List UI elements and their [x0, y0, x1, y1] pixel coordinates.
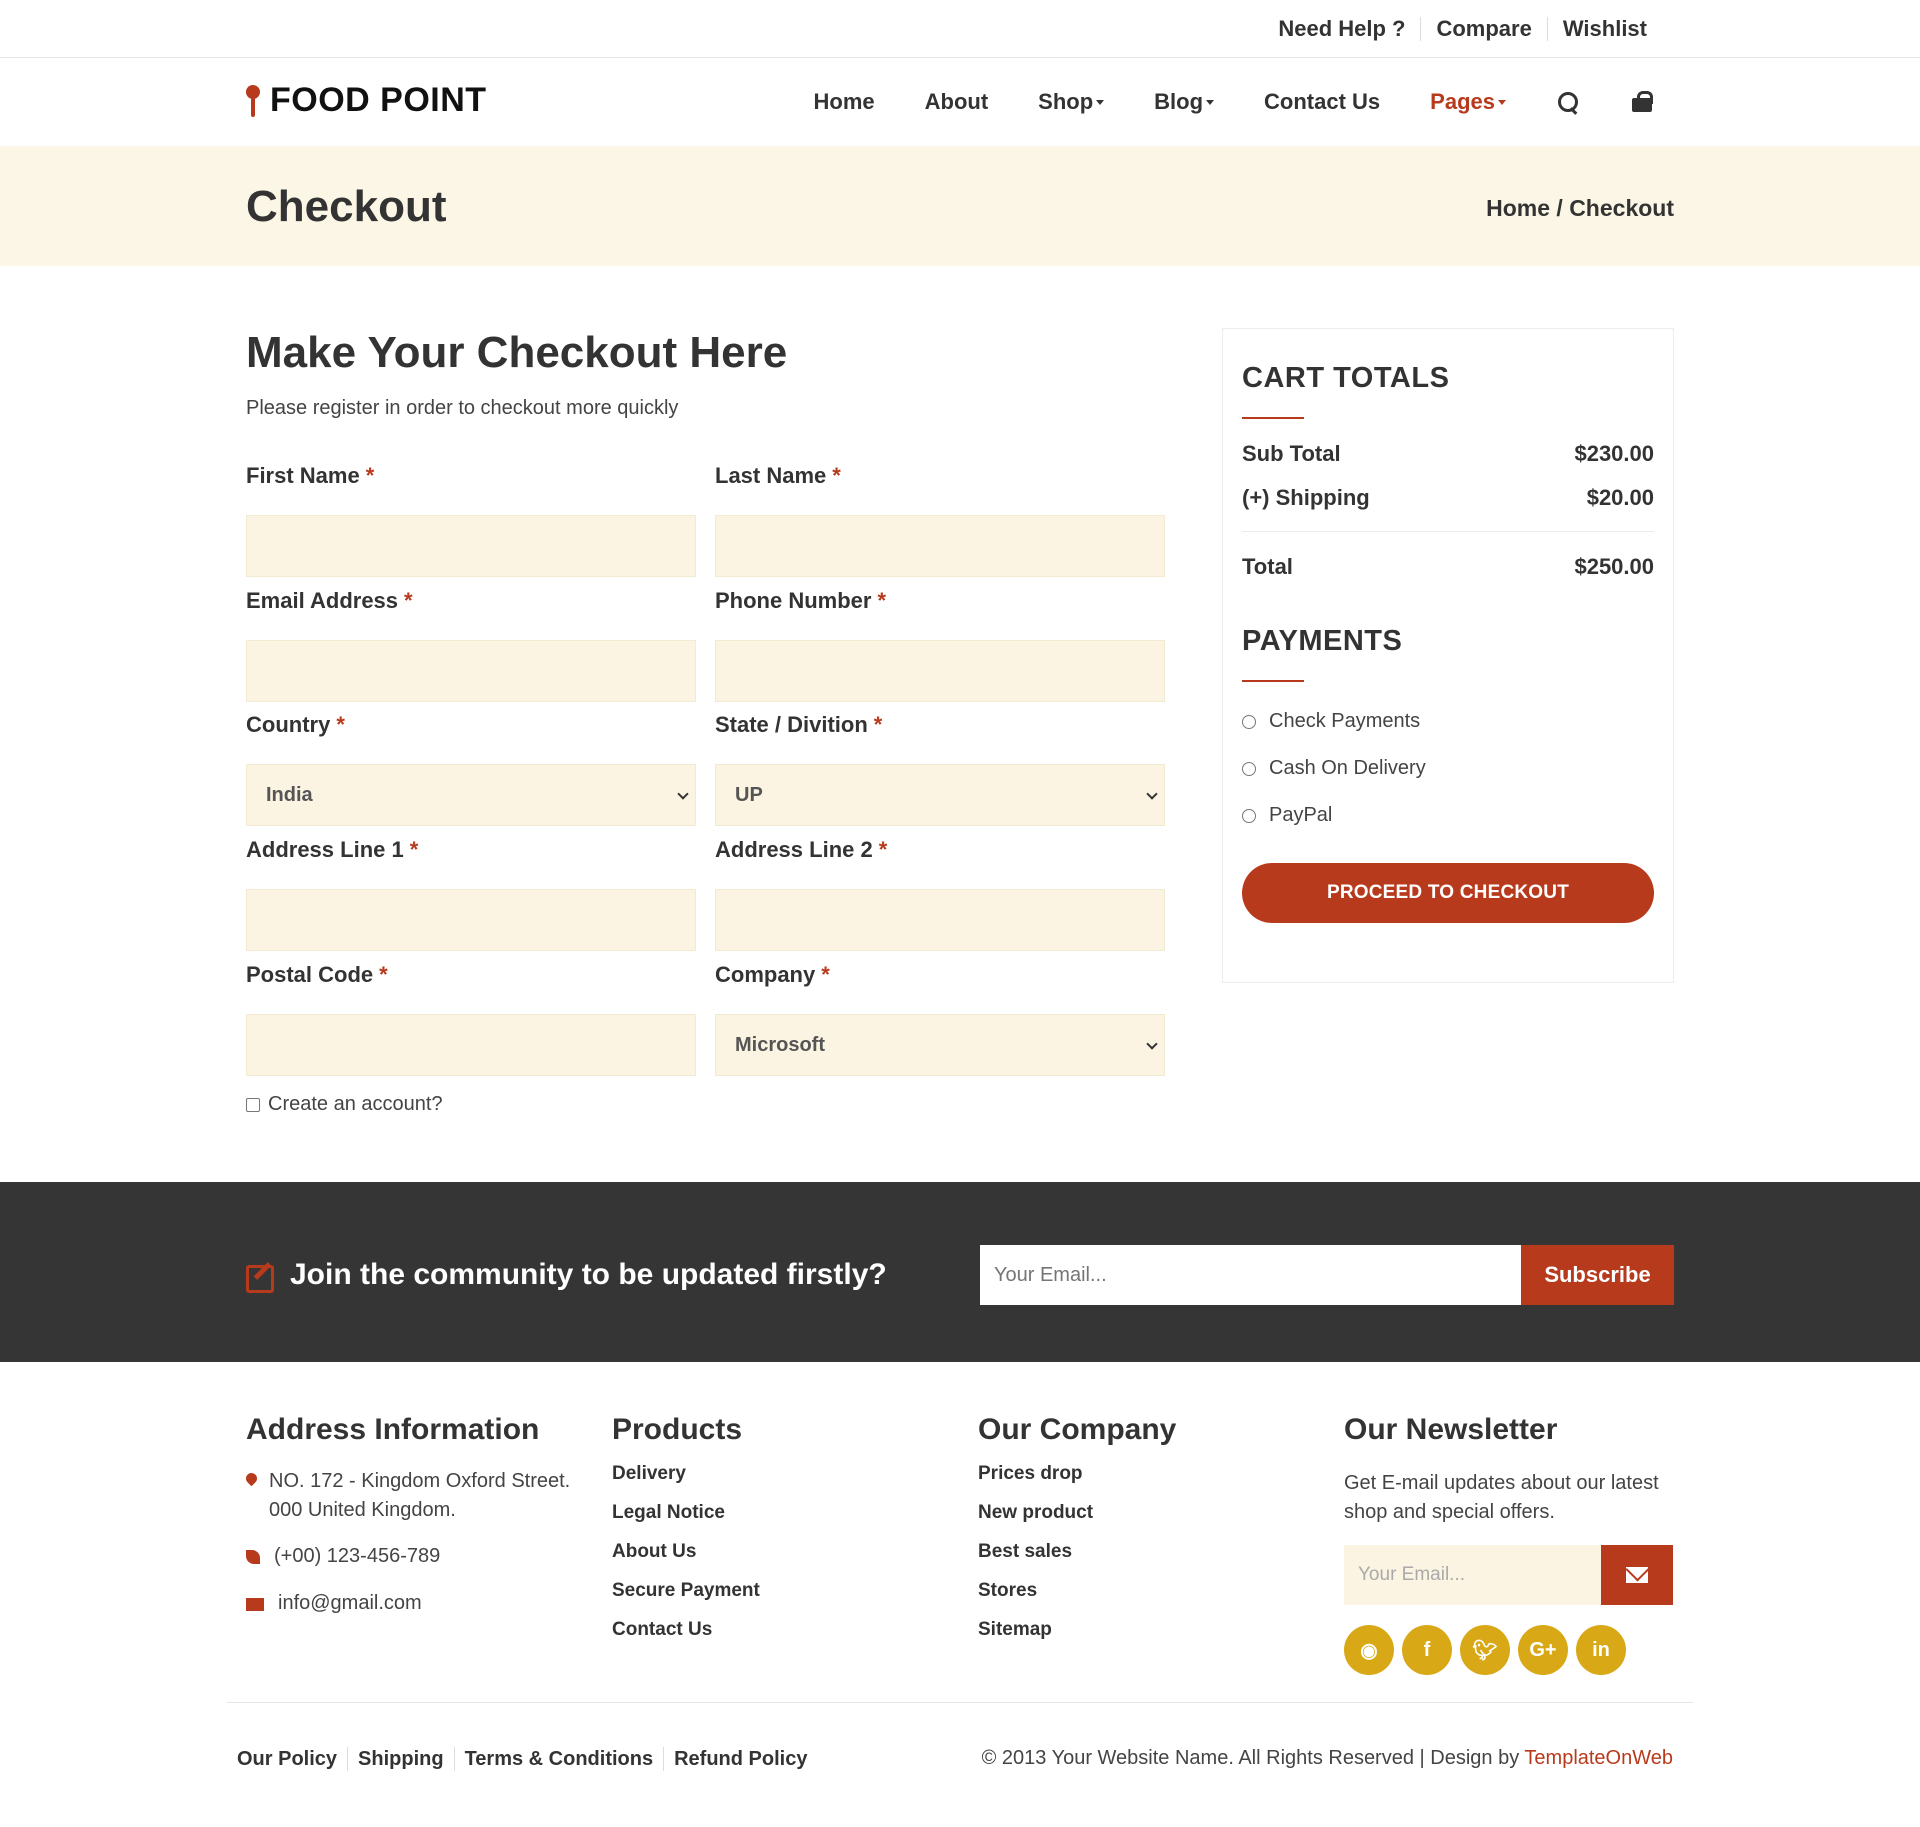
footer-link-about[interactable]: About Us [612, 1541, 697, 1562]
caret-down-icon [1206, 100, 1214, 105]
footer-link-best-sales[interactable]: Best sales [978, 1541, 1073, 1562]
country-select[interactable] [246, 764, 696, 826]
policy-links [237, 1747, 817, 1771]
address1-label [246, 837, 696, 869]
top-links [1263, 0, 1662, 58]
phone-line [246, 1542, 586, 1571]
radio-button[interactable] [1242, 809, 1256, 823]
postal-label-text: Postal Code [246, 962, 374, 987]
policy-link-refund[interactable]: Refund Policy [663, 1747, 817, 1771]
footer-company [978, 1413, 1176, 1641]
email-field [246, 588, 696, 702]
state-select[interactable] [715, 764, 1165, 826]
logo[interactable] [246, 81, 487, 120]
subtotal-row [1242, 441, 1654, 467]
country-value: India [266, 784, 313, 806]
community-question-text: Join the community to be updated firstly? [290, 1258, 887, 1291]
nav-shop[interactable] [1038, 89, 1104, 115]
required-mark: * [379, 962, 388, 987]
postal-field [246, 962, 696, 1076]
google-plus-icon[interactable]: G+ [1518, 1625, 1568, 1675]
address1-label-text: Address Line 1 [246, 837, 404, 862]
page-title-band [0, 146, 1920, 266]
breadcrumb[interactable]: Home / Checkout [1486, 195, 1674, 221]
nav-home-label: Home [813, 89, 875, 114]
footer-link-delivery[interactable]: Delivery [612, 1463, 686, 1484]
address1-box [246, 889, 696, 951]
email-input[interactable] [247, 641, 695, 701]
nav-blog-label: Blog [1154, 89, 1204, 114]
nav-home[interactable] [814, 89, 875, 115]
first-name-label [246, 463, 696, 495]
payment-option-paypal[interactable] [1242, 804, 1654, 827]
company-label-text: Company [715, 962, 816, 987]
email-label [246, 588, 696, 620]
wishlist-link[interactable]: Wishlist [1547, 17, 1662, 41]
community-question [246, 1258, 887, 1292]
last-name-label-text: Last Name [715, 463, 827, 488]
payment-option-label: Cash On Delivery [1269, 757, 1426, 779]
footer-products-title: Products [612, 1413, 743, 1446]
policy-link-terms[interactable]: Terms & Conditions [454, 1747, 664, 1771]
nav-contact[interactable] [1264, 89, 1380, 115]
shipping-row [1242, 485, 1654, 511]
create-account-label: Create an account? [268, 1093, 443, 1115]
policy-link-our-policy[interactable]: Our Policy [237, 1748, 338, 1770]
country-label [246, 712, 696, 744]
nav-shop-label: Shop [1038, 89, 1094, 114]
shipping-label: (+) Shipping [1242, 485, 1370, 510]
site-header [0, 58, 1920, 146]
footer-newsletter [1344, 1413, 1684, 1675]
phone-text: (+00) 123-456-789 [274, 1545, 441, 1567]
checkout-main [246, 266, 1674, 1182]
company-field [715, 962, 1165, 1076]
envelope-icon [246, 1598, 264, 1611]
radio-button[interactable] [1242, 762, 1256, 776]
footer-link-secure-payment[interactable]: Secure Payment [612, 1580, 760, 1601]
subscribe-button[interactable]: Subscribe [1521, 1245, 1674, 1305]
linkedin-icon[interactable]: in [1576, 1625, 1626, 1675]
state-value: UP [735, 784, 763, 806]
nav-about-label: About [924, 89, 989, 114]
required-mark: * [878, 837, 888, 862]
country-label-text: Country [246, 712, 331, 737]
form-title: Make Your Checkout Here [246, 328, 788, 377]
policy-link-shipping[interactable]: Shipping [347, 1747, 454, 1771]
copyright-text: © 2013 Your Website Name. All Rights Reserved | Design by [981, 1747, 1525, 1769]
total-row [1242, 554, 1654, 580]
subtotal-value: $230.00 [1574, 441, 1654, 466]
country-field [246, 712, 696, 826]
search-icon[interactable] [1556, 90, 1580, 114]
company-select[interactable] [715, 1014, 1165, 1076]
payments-title: PAYMENTS [1242, 625, 1403, 657]
phone-label [715, 588, 1165, 620]
title-underline [1242, 417, 1304, 419]
twitter-icon[interactable]: 🐦︎ [1460, 1625, 1510, 1675]
street-line [246, 1467, 586, 1525]
caret-down-icon [1096, 100, 1104, 105]
address1-field [246, 837, 696, 951]
payment-option-label: PayPal [1269, 804, 1333, 826]
footer-link-stores[interactable]: Stores [978, 1580, 1038, 1601]
footer-link-sitemap[interactable]: Sitemap [978, 1619, 1052, 1640]
chevron-down-icon [1146, 1038, 1157, 1049]
email-line [246, 1589, 586, 1618]
last-name-field [715, 463, 1165, 577]
nav-about[interactable] [925, 89, 989, 115]
facebook-icon[interactable]: f [1402, 1625, 1452, 1675]
address2-input[interactable] [716, 890, 1164, 950]
state-label-text: State / Divition [715, 712, 868, 737]
footer-address-title: Address Information [246, 1413, 540, 1446]
state-label [715, 712, 1165, 744]
footer-products [612, 1413, 760, 1641]
phone-icon [246, 1550, 260, 1564]
logo-text: FOOD POINT [270, 81, 487, 119]
nav-blog[interactable] [1154, 89, 1214, 115]
company-value: Microsoft [735, 1034, 825, 1056]
proceed-to-checkout-button[interactable]: PROCEED TO CHECKOUT [1242, 863, 1654, 923]
nav-contact-label: Contact Us [1264, 89, 1381, 114]
first-name-label-text: First Name [246, 463, 360, 488]
create-account-checkbox[interactable] [246, 1098, 260, 1112]
footer-link-prices-drop[interactable]: Prices drop [978, 1463, 1083, 1484]
last-name-label [715, 463, 1165, 495]
payment-option-cod[interactable] [1242, 757, 1654, 780]
address1-input[interactable] [247, 890, 695, 950]
compare-link[interactable]: Compare [1420, 17, 1546, 41]
footer-link-new-product[interactable]: New product [978, 1502, 1094, 1523]
address2-label [715, 837, 1165, 869]
address-block [246, 1467, 586, 1618]
required-mark: * [409, 837, 419, 862]
total-value: $250.00 [1574, 554, 1654, 579]
first-name-input[interactable] [247, 516, 695, 576]
need-help-link[interactable]: Need Help ? [1278, 16, 1406, 41]
form-subtitle: Please register in order to checkout more quickly [246, 397, 679, 419]
address2-box [715, 889, 1165, 951]
edit-icon [246, 1261, 276, 1289]
first-name-box [246, 515, 696, 577]
address2-label-text: Address Line 2 [715, 837, 873, 862]
last-name-box [715, 515, 1165, 577]
required-mark: * [832, 463, 841, 488]
address2-field [715, 837, 1165, 951]
template-brand-link[interactable]: TemplateOnWeb [1524, 1747, 1673, 1769]
nav-pages[interactable] [1430, 89, 1506, 115]
phone-field [715, 588, 1165, 702]
main-nav [764, 58, 1655, 146]
footer [246, 1362, 1674, 1702]
chevron-down-icon [1146, 788, 1157, 799]
phone-input[interactable] [716, 641, 1164, 701]
strip-email-input[interactable] [980, 1245, 1521, 1305]
caret-down-icon [1498, 100, 1506, 105]
cart-icon[interactable] [1630, 90, 1654, 114]
newsletter-email-input[interactable]: Your Email... [1344, 1545, 1601, 1605]
required-mark: * [877, 588, 887, 613]
postal-label [246, 962, 696, 994]
footer-link-legal[interactable]: Legal Notice [612, 1502, 725, 1523]
required-mark: * [365, 463, 375, 488]
chevron-down-icon [677, 788, 688, 799]
phone-label-text: Phone Number [715, 588, 872, 613]
required-mark: * [404, 588, 413, 613]
rss-icon[interactable]: ◉ [1344, 1625, 1394, 1675]
top-bar [0, 0, 1920, 58]
newsletter-text: Get E-mail updates about our latest shop and special offers. [1344, 1472, 1659, 1523]
required-mark: * [821, 962, 830, 987]
footer-newsletter-title: Our Newsletter [1344, 1413, 1558, 1446]
copyright [982, 1747, 1673, 1770]
footer-link-contact[interactable]: Contact Us [612, 1619, 713, 1640]
envelope-icon [1626, 1567, 1648, 1583]
last-name-input[interactable] [716, 516, 1164, 576]
company-label [715, 962, 1165, 994]
title-underline [1242, 680, 1304, 682]
postal-input[interactable] [247, 1015, 695, 1075]
social-links [1344, 1625, 1684, 1675]
divider [1242, 531, 1654, 532]
radio-button[interactable] [1242, 715, 1256, 729]
map-pin-icon [246, 1473, 257, 1489]
nav-pages-label: Pages [1430, 89, 1495, 114]
newsletter-submit-button[interactable] [1601, 1545, 1673, 1605]
first-name-field [246, 463, 696, 577]
required-mark: * [873, 712, 883, 737]
state-field [715, 712, 1165, 826]
shipping-value: $20.00 [1586, 485, 1654, 510]
email-label-text: Email Address [246, 588, 399, 613]
create-account-row [246, 1093, 443, 1116]
cart-totals-title: CART TOTALS [1242, 362, 1450, 394]
cart-totals-panel [1222, 328, 1674, 983]
newsletter-form [1344, 1545, 1684, 1605]
total-label: Total [1242, 554, 1293, 579]
postal-box [246, 1014, 696, 1076]
subtotal-label: Sub Total [1242, 441, 1341, 466]
newsletter-strip [0, 1182, 1920, 1362]
email-text[interactable]: info@gmail.com [278, 1592, 422, 1614]
email-box [246, 640, 696, 702]
footer-address [246, 1413, 586, 1618]
required-mark: * [336, 712, 345, 737]
footer-bottom [227, 1702, 1693, 1827]
payment-option-label: Check Payments [1269, 710, 1421, 732]
payment-option-check[interactable] [1242, 710, 1654, 733]
footer-company-title: Our Company [978, 1413, 1177, 1446]
street-text: NO. 172 - Kingdom Oxford Street. 000 United Kingdom. [269, 1470, 571, 1521]
phone-box [715, 640, 1165, 702]
spoon-icon [246, 85, 260, 117]
page-title: Checkout [246, 182, 447, 231]
